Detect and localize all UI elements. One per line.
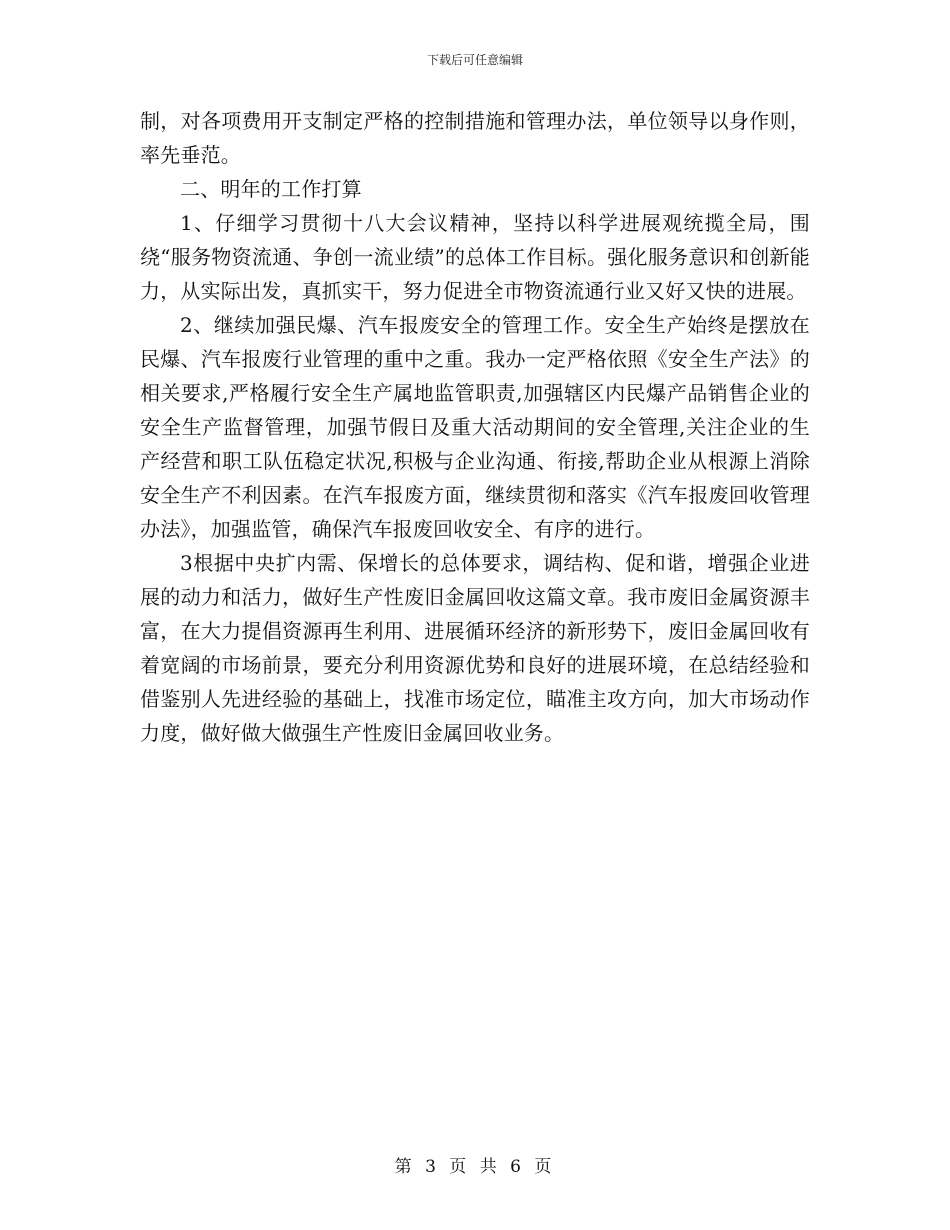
page-number-footer: 第 3 页 共 6 页 xyxy=(394,1157,556,1177)
document-body xyxy=(140,104,810,750)
section-heading: 二、明年的工作打算 xyxy=(180,177,362,201)
paragraph-item-1: 1、仔细学习贯彻十八大会议精神，坚持以科学进展观统揽全局，围绕“服务物资流通、争创一流业绩”的总体工作目标。强化服务意识和创新能力，从实际出发，真抓实干，努力促进全市物资流通行业又好又快的进展。 xyxy=(140,211,810,303)
paragraph-continuation: 制，对各项费用开支制定严格的控制措施和管理办法，单位领导以身作则，率先垂范。 xyxy=(140,109,810,167)
paragraph-item-3: 3根据中央扩内需、保增长的总体要求，调结构、促和谐，增强企业进展的动力和活力，做好生产性废旧金属回收这篇文章。我市废旧金属资源丰富，在大力提倡资源再生利用、进展循环经济的新形势下，废旧金属回收有着宽阔的市场前景，要充分利用资源优势和良好的进展环境，在总结经验和借鉴别人先进经验的基础上，找准市场定位，瞄准主攻方向，加大市场动作力度，做好做大做强生产性废旧金属回收业务。 xyxy=(140,551,810,745)
page-header-note: 下载后可任意编辑 xyxy=(426,53,523,67)
paragraph-item-2: 2、继续加强民爆、汽车报废安全的管理工作。安全生产始终是摆放在民爆、汽车报废行业管理的重中之重。我办一定严格依照《安全生产法》的相关要求,严格履行安全生产属地监管职责,加强辖区内民爆产品销售企业的安全生产监督管理，加强节假日及重大活动期间的安全管理,关注企业的生产经营和职工队伍稳定状况,积极与企业沟通、衔接,帮助企业从根源上消除安全生产不利因素。在汽车报废方面，继续贯彻和落实《汽车报废回收管理办法》，加强监管，确保汽车报废回收安全、有序的进行。 xyxy=(140,313,810,541)
